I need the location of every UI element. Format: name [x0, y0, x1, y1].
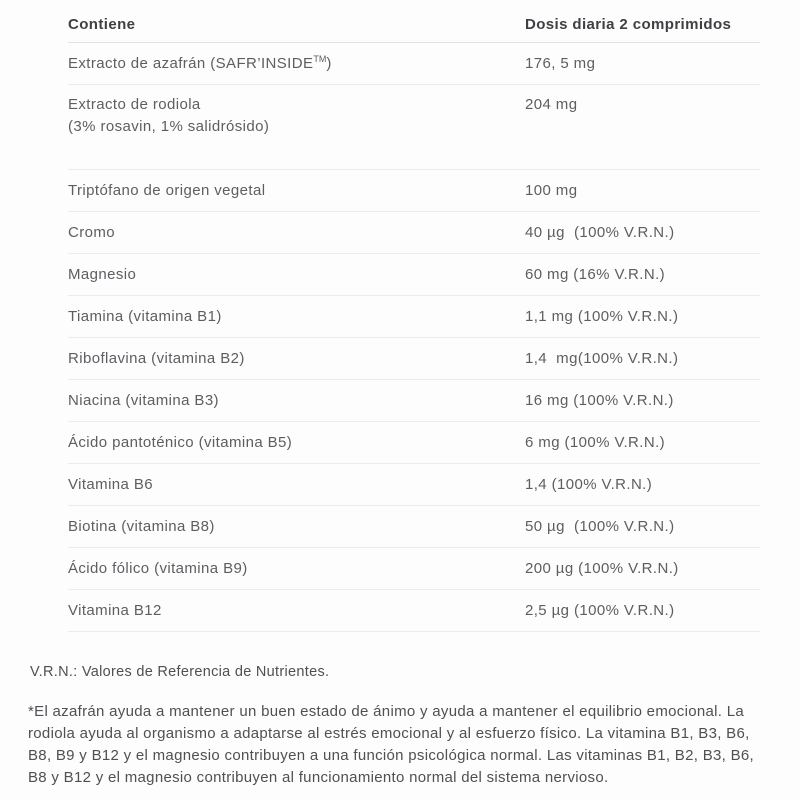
nutrient-amount-text: 200 µg (100% V.R.N.) — [525, 559, 679, 577]
nutrient-amount-text: 2,5 µg (100% V.R.N.) — [525, 601, 675, 619]
table-row — [68, 548, 760, 590]
column-header-dose: Dosis diaria 2 comprimidos — [525, 16, 732, 33]
table-rows — [68, 43, 760, 632]
nutrient-name — [68, 390, 525, 412]
nutrient-name — [68, 516, 525, 538]
nutrient-name-text: Ácido fólico (vitamina B9) — [68, 559, 248, 577]
nutrient-name — [68, 600, 525, 622]
nutrient-amount — [525, 390, 760, 412]
nutrient-amount-text: 1,4 mg(100% V.R.N.) — [525, 349, 679, 367]
nutrient-name-text: Biotina (vitamina B8) — [68, 517, 215, 535]
nutrient-name-text: Vitamina B6 — [68, 475, 154, 493]
nutrient-amount-text: 176, 5 mg — [525, 54, 596, 72]
nutrient-amount — [525, 222, 760, 244]
nutrient-name — [68, 53, 525, 75]
nutrient-amount-text: 100 mg — [525, 181, 578, 199]
table-row — [68, 506, 760, 548]
table-row — [68, 296, 760, 338]
column-header-contains: Contiene — [68, 16, 136, 33]
nutrient-name-text: Ácido pantoténico (vitamina B5) — [68, 433, 293, 451]
nutrient-name-text: Cromo — [68, 223, 116, 241]
nutrient-name-text: Triptófano de origen vegetal — [68, 181, 266, 199]
nutrient-amount-text: 16 mg (100% V.R.N.) — [525, 391, 674, 409]
nutrient-name — [68, 180, 525, 202]
nutrient-amount — [525, 94, 760, 116]
table-row — [68, 254, 760, 296]
table-row — [68, 422, 760, 464]
nutrient-amount-text: 50 µg (100% V.R.N.) — [525, 517, 675, 535]
nutrition-table — [68, 0, 760, 632]
table-row — [68, 212, 760, 254]
table-row — [68, 590, 760, 632]
nutrient-amount — [525, 348, 760, 370]
nutrient-name — [68, 306, 525, 328]
nutrient-amount-text: 1,1 mg (100% V.R.N.) — [525, 307, 679, 325]
table-row — [68, 43, 760, 85]
trademark-superscript: TM — [313, 53, 327, 64]
nutrient-amount — [525, 432, 760, 454]
health-claims-footnote: *El azafrán ayuda a mantener un buen estado de ánimo y ayuda a mantener el equilibrio emocional. La rodiola ayuda al organismo a adaptarse al estrés emocional y al esfuerzo físico. La vitamina B1, B3, B6, B8, B9 y B12 y el magnesio contribuyen a una función psicológica normal. Las vitaminas B1, B2, B3, B6, B8 y B12 y el magnesio contribuyen al funcionamiento normal del sistema nervioso. — [28, 703, 754, 786]
nutrient-name-text: Magnesio — [68, 265, 137, 283]
table-row — [68, 338, 760, 380]
nutrient-amount — [525, 306, 760, 328]
nutrient-amount — [525, 53, 760, 75]
nutrient-amount-text: 40 µg (100% V.R.N.) — [525, 223, 675, 241]
table-row — [68, 170, 760, 212]
nutrient-amount — [525, 264, 760, 286]
nutrient-amount — [525, 600, 760, 622]
nutrient-amount-text: 1,4 (100% V.R.N.) — [525, 475, 653, 493]
nutrient-name-line2: (3% rosavin, 1% salidrósido) — [68, 118, 270, 135]
nutrient-name — [68, 264, 525, 286]
nutrient-amount-text: 6 mg (100% V.R.N.) — [525, 433, 666, 451]
nutrient-name-text: Riboflavina (vitamina B2) — [68, 349, 245, 367]
nutrient-name — [68, 94, 525, 138]
nutrient-name — [68, 432, 525, 454]
nutrient-name-text: Tiamina (vitamina B1) — [68, 307, 222, 325]
vrn-legend: V.R.N.: Valores de Referencia de Nutrientes. — [30, 664, 330, 680]
table-row — [68, 464, 760, 506]
nutrient-amount-text: 60 mg (16% V.R.N.) — [525, 265, 666, 283]
nutrient-name-text: Vitamina B12 — [68, 601, 162, 619]
nutrient-name — [68, 222, 525, 244]
nutrient-name — [68, 558, 525, 580]
nutrient-amount-text: 204 mg — [525, 96, 578, 113]
table-row — [68, 85, 760, 170]
nutrient-name — [68, 474, 525, 496]
nutrient-name-text: Extracto de azafrán (SAFR’INSIDE — [68, 54, 314, 72]
table-header-row — [68, 0, 760, 43]
nutrient-name-text: Niacina (vitamina B3) — [68, 391, 219, 409]
nutrient-amount — [525, 180, 760, 202]
nutrient-amount — [525, 516, 760, 538]
nutrient-name-suffix: ) — [326, 54, 332, 72]
nutrient-amount — [525, 474, 760, 496]
nutrient-name-text: Extracto de rodiola — [68, 96, 201, 113]
table-row — [68, 380, 760, 422]
nutrient-name — [68, 348, 525, 370]
nutrient-amount — [525, 558, 760, 580]
